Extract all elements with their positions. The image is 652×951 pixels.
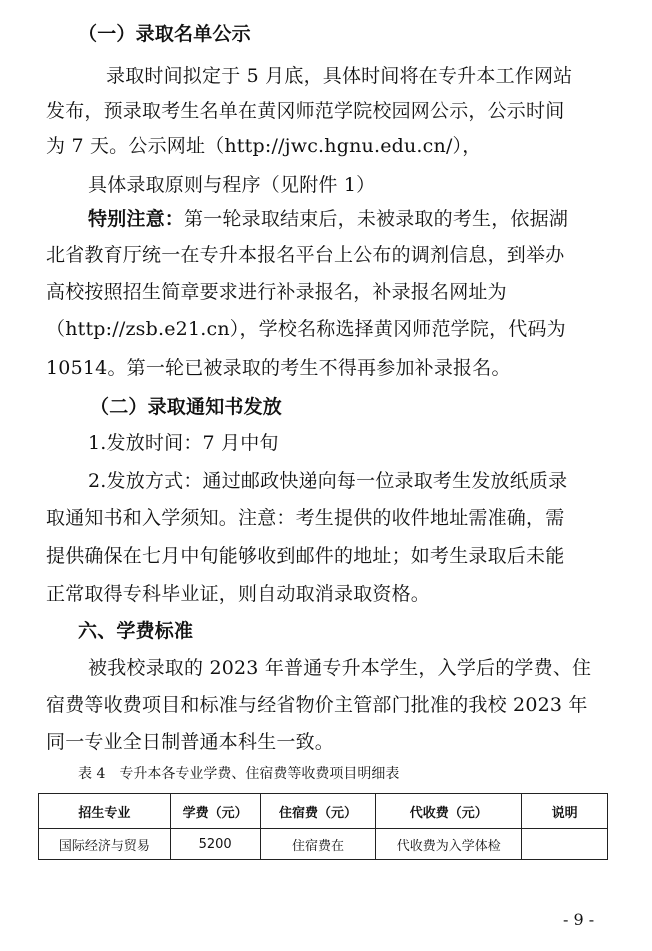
cell-tuition: 5200 <box>170 829 260 860</box>
table-header-row <box>39 794 608 829</box>
cell-major: 国际经济与贸易 <box>39 829 171 860</box>
notice-line2: 北省教育厅统一在专升本报名平台上公布的调剂信息，到举办 <box>46 244 565 266</box>
table-caption: 表 4 专升本各专业学费、住宿费等收费项目明细表 <box>78 766 400 782</box>
cell-agency-fee: 代收费为入学体检 <box>376 829 522 860</box>
section-two-item2-line1: 2.发放方式：通过邮政快递向每一位录取考生发放纸质录 <box>88 470 568 492</box>
cell-notes <box>522 829 608 860</box>
section-six-line2: 宿费等收费项目和标准与经省物价主管部门批准的我校 2023 年 <box>46 694 588 716</box>
header-major: 招生专业 <box>39 794 171 829</box>
section-one-para1-line1: 录取时间拟定于 5 月底，具体时间将在专升本工作网站 <box>106 65 573 87</box>
notice-line4: （http://zsb.e21.cn），学校名称选择黄冈师范学院，代码为 <box>46 318 566 340</box>
section-six-line1: 被我校录取的 2023 年普通专升本学生，入学后的学费、住 <box>88 657 592 679</box>
header-agency-fee: 代收费（元） <box>376 794 522 829</box>
section-six-heading: 六、学费标准 <box>78 620 194 642</box>
header-tuition: 学费（元） <box>170 794 260 829</box>
section-six-line3: 同一专业全日制普通本科生一致。 <box>46 731 335 753</box>
notice-line3: 高校按照招生简章要求进行补录报名，补录报名网址为 <box>46 281 507 303</box>
page-number: - 9 - <box>563 910 595 929</box>
notice-line1-text: 第一轮录取结束后，未被录取的考生，依据湖 <box>184 208 569 230</box>
section-two-item1: 1.发放时间：7 月中旬 <box>88 432 279 454</box>
header-accommodation: 住宿费（元） <box>260 794 376 829</box>
section-two-item2-line2: 取通知书和入学须知。注意：考生提供的收件地址需准确，需 <box>46 507 565 529</box>
section-one-para1-line3: 为 7 天。公示网址（http://jwc.hgnu.edu.cn/）， <box>46 135 482 157</box>
section-one-heading: （一）录取名单公示 <box>78 23 251 45</box>
notice-line5: 10514。第一轮已被录取的考生不得再参加补录报名。 <box>46 357 511 379</box>
notice-line1 <box>88 207 648 231</box>
section-one-para2: 具体录取原则与程序（见附件 1） <box>88 174 376 196</box>
header-notes: 说明 <box>522 794 608 829</box>
notice-label: 特别注意： <box>88 208 185 230</box>
section-two-item2-line3: 提供确保在七月中旬能够收到邮件的地址；如考生录取后未能 <box>46 545 565 567</box>
section-one-para1-line2: 发布，预录取考生名单在黄冈师范学院校园网公示，公示时间 <box>46 100 565 122</box>
table-row <box>39 829 608 860</box>
cell-accommodation: 住宿费在 <box>260 829 376 860</box>
section-two-item2-line4: 正常取得专科毕业证，则自动取消录取资格。 <box>46 583 431 605</box>
fee-table <box>38 793 608 860</box>
section-two-heading: （二）录取通知书发放 <box>90 396 283 418</box>
